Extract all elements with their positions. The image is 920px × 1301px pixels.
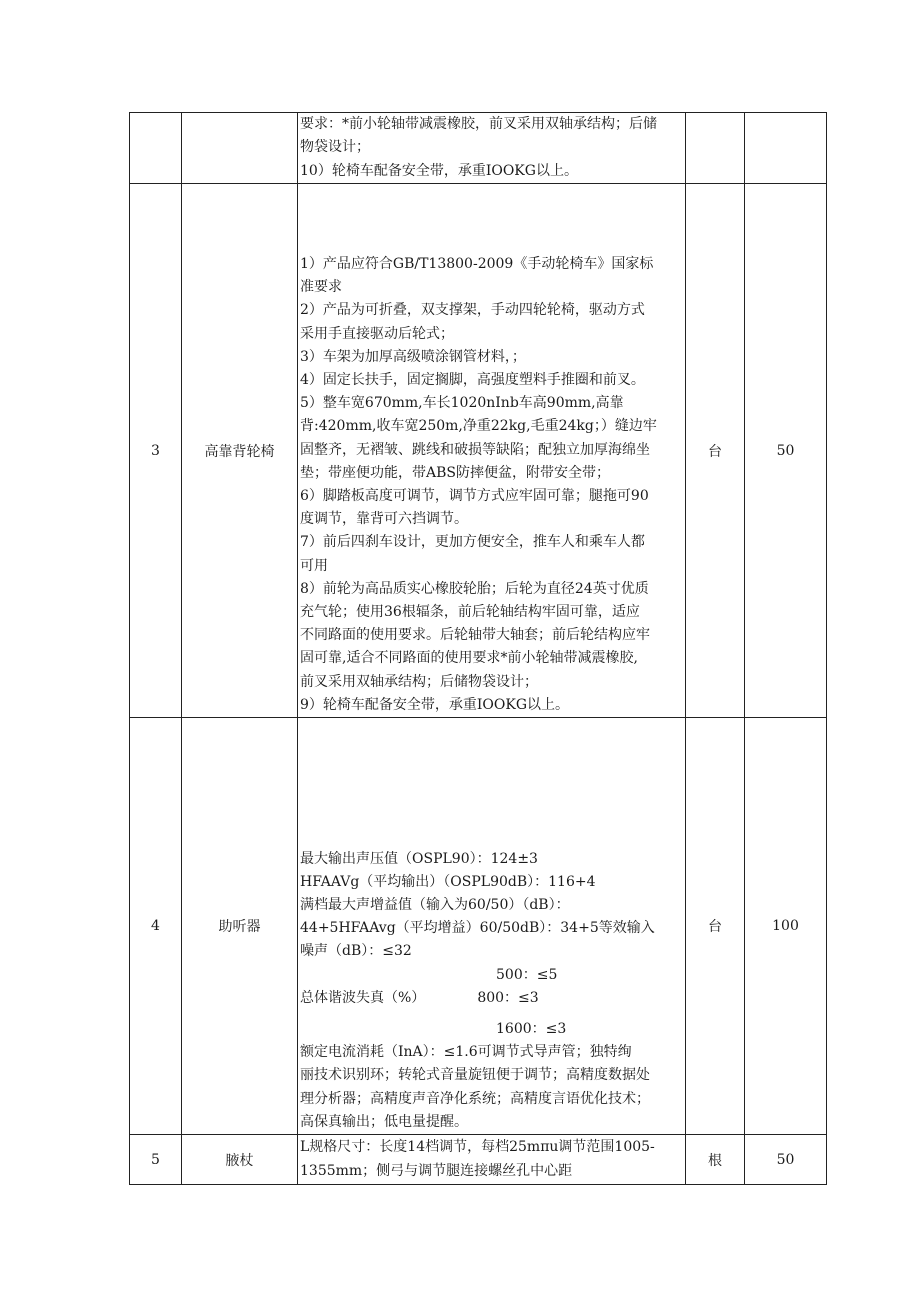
cell-no: 3 xyxy=(130,184,182,718)
spec-line: 高保真输出；低电量提醒。 xyxy=(300,1113,468,1130)
table-row xyxy=(130,184,827,718)
spec-line: 固可靠,适合不同路面的使用要求*前小轮轴带减震橡胶, xyxy=(300,650,638,667)
spec-line: L规格尺寸：长度14档调节，每档25mπu调节范围1005- xyxy=(300,1139,655,1156)
table-row xyxy=(130,1135,827,1185)
spec-line: 充气轮；使用36根辐条，前后轮轴结构牢固可靠，适应 xyxy=(300,603,640,620)
cell-name: 高靠背轮椅 xyxy=(182,184,298,718)
cell-spec xyxy=(298,184,686,718)
spec-line: 7）前后四刹车设计，更加方便安全，推车人和乘车人都 xyxy=(300,534,645,551)
spec-line: 要求：*前小轮轴带减震橡胶，前叉采用双轴承结构；后储 xyxy=(300,116,657,133)
cell-spec xyxy=(298,718,686,1135)
spec-line: 3）车架为加厚高级喷涂钢管材料，； xyxy=(300,348,526,365)
spec-line: 可用 xyxy=(300,557,328,574)
spec-line: 不同路面的使用要求。后轮轴带大轴套；前后轮结构应牢 xyxy=(300,627,650,644)
cell-spec xyxy=(298,113,686,184)
spec-line: 丽技术识别环；转轮式音量旋钮便于调节；高精度数据处 xyxy=(300,1067,650,1084)
thd-row xyxy=(300,987,684,1010)
cell-name: 助听器 xyxy=(182,718,298,1135)
cell-qty xyxy=(745,113,827,184)
spec-line: 1）产品应符合GB/T13800-2009《手动轮椅车》国家标 xyxy=(300,255,654,272)
cell-name: 腋杖 xyxy=(182,1135,298,1185)
spec-line: 固整齐，无褶皱、跳线和破损等缺陷；配独立加厚海绵坐 xyxy=(300,441,650,458)
spec-line: 背:420mm,收车宽250m,净重22kg,毛重24kg；）缝边牢 xyxy=(300,418,657,435)
spec-line: 44+5HFAAvg（平均增益）60/50dB）：34+5等效输入 xyxy=(300,920,655,937)
spec-line: 采用手直接驱动后轮式； xyxy=(300,325,454,342)
spec-line: 5）整车宽670mm,车长1020nInb车高90mm,高靠 xyxy=(300,395,624,412)
spec-line: 理分析器；高精度声音净化系统；高精度言语优化技术； xyxy=(300,1090,650,1107)
spec-line: 度调节，靠背可六挡调节。 xyxy=(300,511,468,528)
spec-line: HFAAVg（平均输出）（OSPL90dB）：116+4 xyxy=(300,873,596,890)
cell-qty: 100 xyxy=(745,718,827,1135)
cell-unit: 根 xyxy=(686,1135,745,1185)
thd-1600: 1600：≤3 xyxy=(496,1020,567,1037)
spec-line: 2）产品为可折叠，双支撑架，手动四轮轮椅，驱动方式 xyxy=(300,302,645,319)
spec-line: 满档最大声增益值（输入为60/50）（dB）： xyxy=(300,896,570,913)
spec-line: 1355mm；侧弓与调节腿连接螺丝孔中心距 xyxy=(300,1162,573,1179)
cell-no: 4 xyxy=(130,718,182,1135)
spec-line: 最大输出声压值（OSPL90）：124±3 xyxy=(300,850,538,867)
thd-label: 总体谐波失真（%） xyxy=(300,989,426,1006)
spec-line: 10）轮椅车配备安全带，承重IOOKG以上。 xyxy=(300,162,578,179)
thd-800: 800：≤3 xyxy=(477,989,539,1006)
spec-line: 额定电流消耗（InA）：≤1.6可调节式导声管；独特绚 xyxy=(300,1044,632,1061)
cell-name xyxy=(182,113,298,184)
cell-qty: 50 xyxy=(745,1135,827,1185)
cell-unit xyxy=(686,113,745,184)
cell-no xyxy=(130,113,182,184)
spec-line: 9）轮椅车配备安全带，承重IOOKG以上。 xyxy=(300,696,570,713)
cell-qty: 50 xyxy=(745,184,827,718)
spec-line: 噪声（dB）：≤32 xyxy=(300,943,412,960)
spec-line: 6）脚踏板高度可调节，调节方式应牢固可靠；腿拖可90 xyxy=(300,487,649,504)
cell-unit: 台 xyxy=(686,718,745,1135)
spec-line: 8）前轮为高品质实心橡胶轮胎；后轮为直径24英寸优质 xyxy=(300,580,649,597)
thd-500: 500：≤5 xyxy=(496,966,558,983)
table-row xyxy=(130,113,827,184)
spec-line: 物袋设计； xyxy=(300,139,370,156)
spec-line: 垫；带座便功能，带ABS防摔便盆，附带安全带； xyxy=(300,464,610,481)
cell-spec xyxy=(298,1135,686,1185)
spec-line: 4）固定长扶手，固定搁脚，高强度塑料手推圈和前叉。 xyxy=(300,371,645,388)
table-row xyxy=(130,718,827,1135)
spec-table xyxy=(129,112,827,1185)
cell-unit: 台 xyxy=(686,184,745,718)
cell-no: 5 xyxy=(130,1135,182,1185)
spec-line: 前叉采用双轴承结构；后储物袋设计； xyxy=(300,673,538,690)
spec-line: 准要求 xyxy=(300,279,342,296)
